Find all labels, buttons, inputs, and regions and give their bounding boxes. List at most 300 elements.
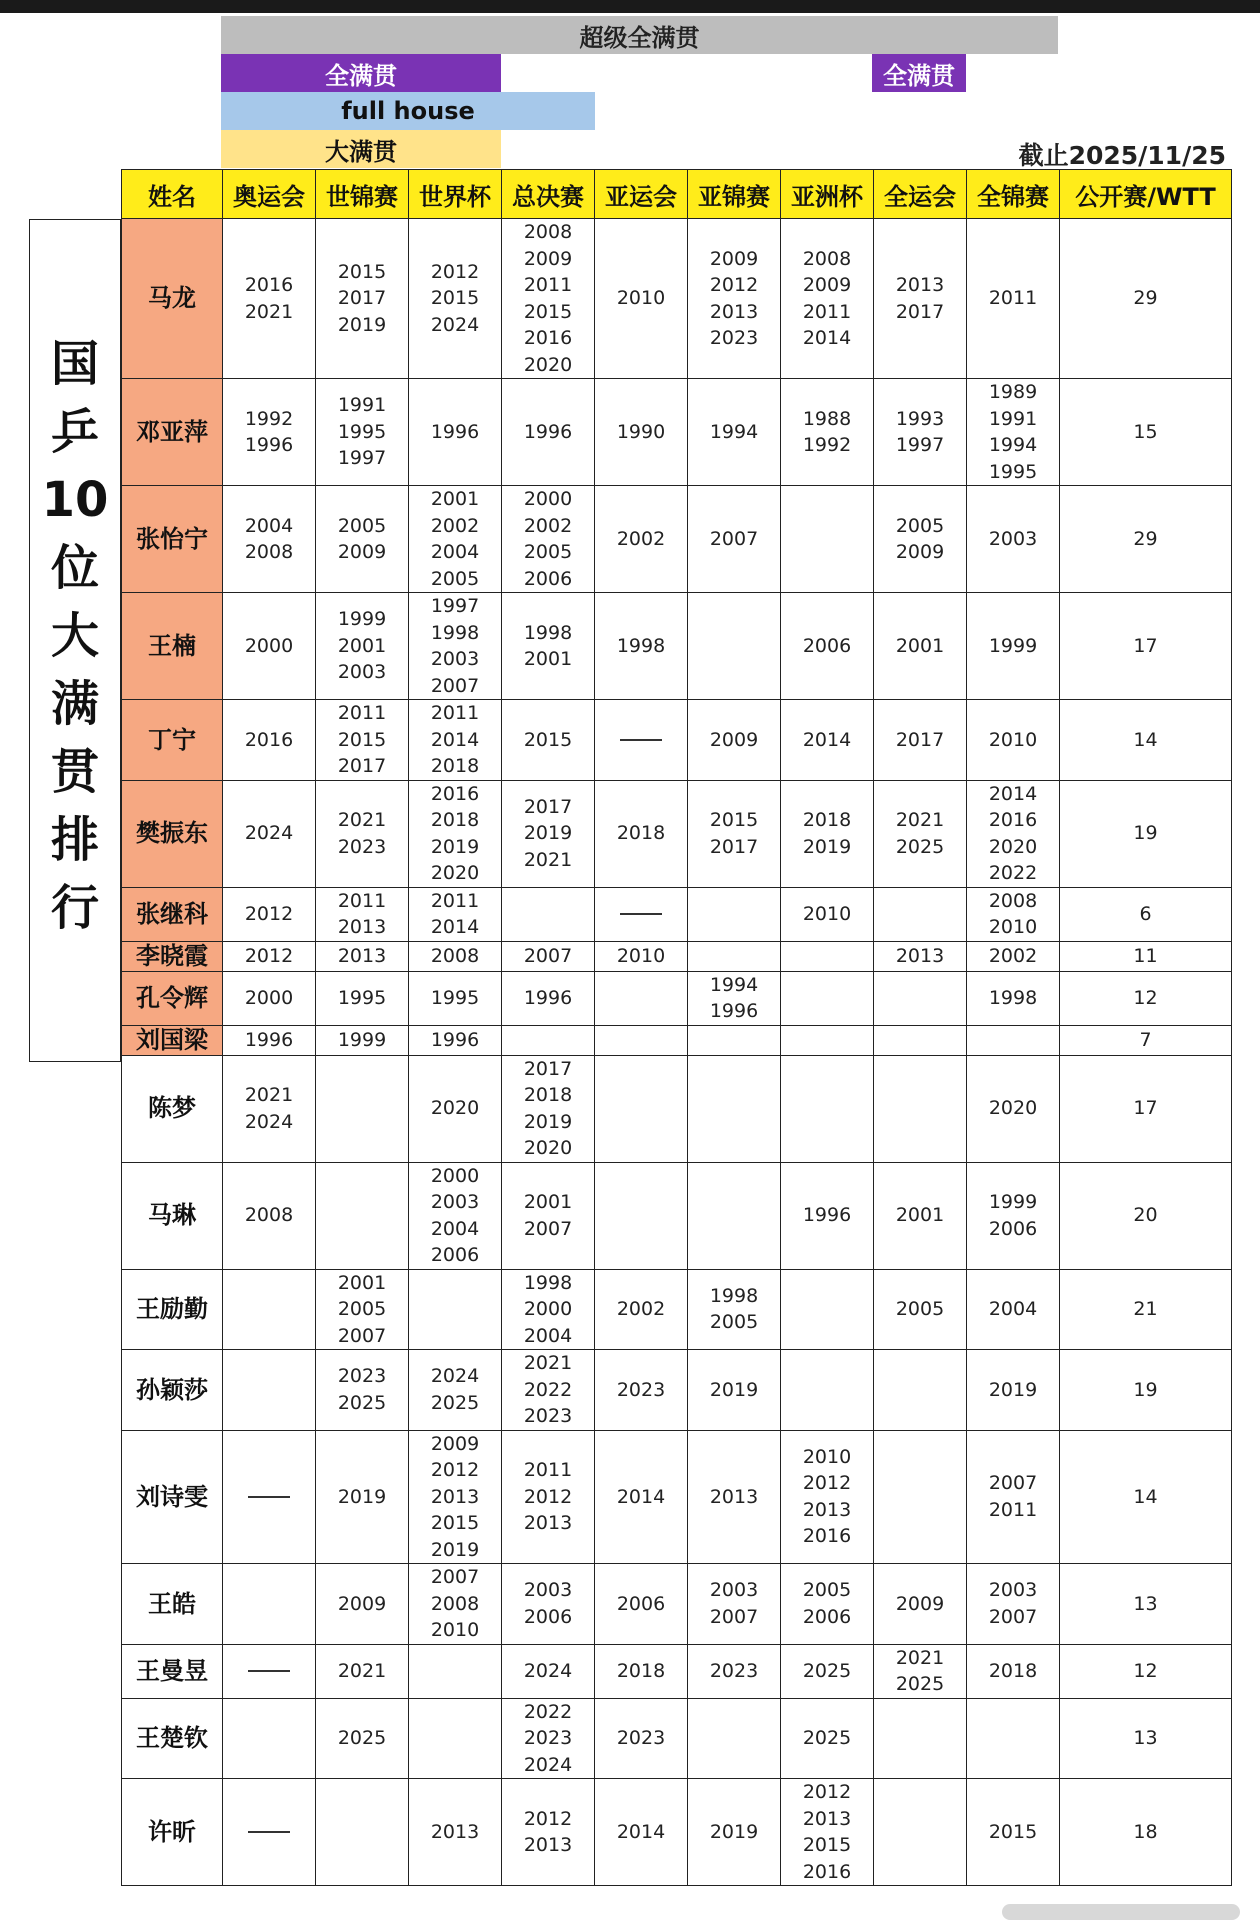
cell-value: 1996 [244, 1028, 294, 1051]
legend-super-grand-slam: 超级全满贯 [221, 16, 1058, 54]
table-cell [967, 219, 1060, 379]
cell-value: 2017 [337, 755, 387, 777]
cell-value: 2013 [802, 1807, 852, 1830]
player-name: 刘国梁 [122, 1025, 223, 1055]
cell-value: 2016 [430, 782, 480, 805]
cell-value: 2016 [802, 1860, 852, 1883]
cell-value: 2013 [337, 916, 387, 938]
table-cell [781, 887, 874, 941]
cell-value: 2021 [523, 1352, 573, 1374]
player-name: 张继科 [122, 887, 223, 941]
table-cell [688, 971, 781, 1025]
cell-value: 2014 [988, 782, 1038, 805]
player-name: 王励勤 [122, 1269, 223, 1350]
column-header: 总决赛 [502, 170, 595, 219]
table-cell [502, 1644, 595, 1698]
player-name: 邓亚萍 [122, 379, 223, 486]
table-cell [595, 379, 688, 486]
table-cell [688, 1269, 781, 1350]
table-cell [223, 1269, 316, 1350]
table-cell [688, 1350, 781, 1431]
cell-value: 2019 [430, 835, 480, 858]
cell-value: 2015 [430, 287, 480, 310]
cell-value: 2009 [337, 1592, 387, 1615]
cell-value: 2021 [337, 809, 387, 831]
cell-value: 2022 [523, 1378, 573, 1401]
table-cell [316, 1564, 409, 1645]
table-cell [223, 1698, 316, 1779]
cell-value: 2022 [988, 862, 1038, 884]
table-cell [595, 780, 688, 887]
table-cell [874, 941, 967, 971]
dash-mark [595, 901, 687, 928]
cell-value: 2023 [709, 327, 759, 349]
table-cell [781, 1269, 874, 1350]
table-cell [1060, 1055, 1232, 1162]
cell-value: 2018 [988, 1659, 1038, 1682]
cell-value: 2013 [430, 1820, 480, 1843]
legend-full-grand-slam: 全满贯 [221, 54, 501, 92]
cell-value: 2011 [430, 702, 480, 724]
table-cell [1060, 700, 1232, 781]
cell-value: 2015 [523, 728, 573, 751]
cell-value: 2013 [895, 944, 945, 967]
cell-value: 2017 [709, 835, 759, 858]
player-name: 王曼昱 [122, 1644, 223, 1698]
table-row [122, 971, 1232, 1025]
table-cell [967, 887, 1060, 941]
table-cell [688, 1025, 781, 1055]
cell-value: 12 [1133, 986, 1158, 1009]
cell-value: 2012 [802, 1781, 852, 1803]
table-cell [316, 887, 409, 941]
table-cell [595, 1269, 688, 1350]
table-cell [874, 887, 967, 941]
table-cell [223, 1644, 316, 1698]
cell-value: 1996 [430, 420, 480, 443]
cell-value: 2007 [337, 1324, 387, 1347]
cell-value: 2021 [244, 1084, 294, 1106]
table-cell [316, 780, 409, 887]
header-row [122, 170, 1232, 219]
cell-value: 2006 [802, 634, 852, 657]
table-cell [874, 1269, 967, 1350]
table-row [122, 1055, 1232, 1162]
table-cell [781, 219, 874, 379]
table-cell [502, 593, 595, 700]
table-cell [781, 941, 874, 971]
cell-value: 2002 [523, 514, 573, 537]
cell-value: 1995 [430, 986, 480, 1009]
table-cell [409, 1430, 502, 1564]
table-cell [502, 700, 595, 781]
table-cell [223, 219, 316, 379]
cell-value: 2015 [709, 809, 759, 831]
cell-value: 2004 [244, 514, 294, 537]
cell-value: 2013 [523, 1834, 573, 1856]
table-cell [595, 941, 688, 971]
cell-value: 15 [1133, 420, 1158, 443]
cell-value: 1997 [895, 434, 945, 456]
cell-value: 11 [1133, 944, 1158, 967]
cell-value: 2019 [430, 1538, 480, 1561]
table-cell [409, 379, 502, 486]
table-cell [316, 1644, 409, 1698]
cell-value: 2023 [337, 835, 387, 858]
column-header: 奥运会 [223, 170, 316, 219]
table-cell [595, 1055, 688, 1162]
side-title-char: 大 [50, 608, 99, 664]
cell-value: 19 [1133, 822, 1158, 845]
table-cell [595, 1698, 688, 1779]
cell-value: 29 [1133, 287, 1158, 310]
cell-value: 2017 [895, 300, 945, 323]
cell-value: 2005 [802, 1579, 852, 1602]
cell-value: 2012 [709, 274, 759, 296]
cell-value: 2020 [430, 862, 480, 884]
cell-value: 2019 [988, 1378, 1038, 1401]
table-cell [688, 486, 781, 593]
cell-value: 2024 [523, 1659, 573, 1682]
cell-value: 2002 [616, 527, 666, 550]
table-cell [1060, 379, 1232, 486]
table-cell [967, 1779, 1060, 1886]
cell-value: 2024 [430, 313, 480, 336]
cell-value: 2007 [709, 527, 759, 550]
player-name: 许昕 [122, 1779, 223, 1886]
cell-value: 2019 [523, 1110, 573, 1133]
table-cell [316, 700, 409, 781]
table-cell [223, 971, 316, 1025]
cell-value: 1995 [337, 986, 387, 1009]
cell-value: 2000 [244, 986, 294, 1009]
cell-value: 1996 [802, 1204, 852, 1227]
cell-value: 2017 [523, 795, 573, 818]
cell-value: 2009 [337, 541, 387, 563]
cell-value: 2017 [337, 287, 387, 310]
table-cell [316, 1055, 409, 1162]
cell-value: 2011 [337, 889, 387, 912]
cell-value: 2013 [709, 300, 759, 323]
side-title-char: 国 [50, 336, 99, 392]
dash-mark [223, 1658, 315, 1685]
table-cell [595, 700, 688, 781]
table-cell [502, 486, 595, 593]
cell-value: 2000 [523, 488, 573, 510]
dash-mark [223, 1819, 315, 1846]
cell-value: 2006 [802, 1605, 852, 1628]
table-cell [502, 887, 595, 941]
cell-value: 2007 [988, 1605, 1038, 1628]
table-cell [1060, 1269, 1232, 1350]
table-cell [316, 1025, 409, 1055]
table-cell [781, 1779, 874, 1886]
table-cell [874, 1055, 967, 1162]
cell-value: 7 [1139, 1028, 1152, 1051]
column-header: 亚洲杯 [781, 170, 874, 219]
table-row [122, 700, 1232, 781]
player-name: 刘诗雯 [122, 1430, 223, 1564]
table-cell [688, 1779, 781, 1886]
cell-value: 2019 [709, 1820, 759, 1843]
cell-value: 2002 [988, 944, 1038, 967]
table-cell [409, 1644, 502, 1698]
cell-value: 2010 [802, 1445, 852, 1468]
cell-value: 2017 [523, 1057, 573, 1080]
cell-value: 2009 [709, 247, 759, 270]
cell-value: 2018 [616, 822, 666, 845]
table-cell [1060, 1779, 1232, 1886]
table-cell [967, 971, 1060, 1025]
cell-value: 2012 [430, 1459, 480, 1481]
side-title-char: 10 [41, 472, 109, 528]
table-cell [409, 941, 502, 971]
cell-value: 2013 [523, 1512, 573, 1534]
table-cell [409, 486, 502, 593]
table-cell [502, 971, 595, 1025]
cell-value: 2017 [895, 728, 945, 751]
cell-value: 17 [1133, 634, 1158, 657]
table-row [122, 780, 1232, 887]
cell-value: 1996 [709, 1000, 759, 1022]
cell-value: 1994 [709, 420, 759, 443]
table-cell [967, 941, 1060, 971]
table-cell [1060, 486, 1232, 593]
cell-value: 2004 [430, 541, 480, 563]
cell-value: 2001 [337, 634, 387, 657]
cell-value: 2008 [430, 944, 480, 967]
cell-value: 2016 [523, 327, 573, 349]
player-name: 王楠 [122, 593, 223, 700]
cell-value: 2003 [988, 527, 1038, 550]
table-cell [688, 379, 781, 486]
cell-value: 2023 [709, 1659, 759, 1682]
table-cell [409, 593, 502, 700]
cell-value: 2006 [988, 1217, 1038, 1240]
cell-value: 2012 [523, 1807, 573, 1830]
dash-line [620, 913, 662, 915]
table-cell [223, 1564, 316, 1645]
table-cell [967, 486, 1060, 593]
cell-value: 2006 [616, 1592, 666, 1615]
table-cell [967, 1644, 1060, 1698]
legend-full-house: full house [221, 92, 595, 130]
cell-value: 1998 [616, 634, 666, 657]
table-cell [409, 971, 502, 1025]
table-cell [316, 1430, 409, 1564]
table-cell [874, 1779, 967, 1886]
player-name: 马琳 [122, 1162, 223, 1269]
cell-value: 2008 [988, 889, 1038, 912]
table-cell [1060, 1350, 1232, 1431]
cell-value: 1988 [802, 407, 852, 430]
table-cell [1060, 887, 1232, 941]
table-cell [688, 1698, 781, 1779]
column-header: 世锦赛 [316, 170, 409, 219]
cell-value: 21 [1133, 1298, 1158, 1320]
cell-value: 2020 [523, 353, 573, 376]
table-cell [316, 1698, 409, 1779]
cell-value: 2021 [895, 1646, 945, 1669]
player-name: 孔令辉 [122, 971, 223, 1025]
cell-value: 1998 [988, 986, 1038, 1009]
table-cell [409, 1025, 502, 1055]
cell-value: 1999 [337, 1028, 387, 1051]
table-cell [595, 1162, 688, 1269]
cell-value: 1999 [988, 634, 1038, 657]
table-cell [874, 971, 967, 1025]
table-cell [409, 887, 502, 941]
cell-value: 2006 [523, 1605, 573, 1628]
table-cell [967, 1350, 1060, 1431]
cell-value: 1992 [244, 407, 294, 430]
table-cell [409, 1564, 502, 1645]
cell-value: 2019 [709, 1378, 759, 1401]
cell-value: 1995 [988, 460, 1038, 483]
table-cell [316, 1162, 409, 1269]
cell-value: 2011 [523, 274, 573, 296]
table-cell [595, 887, 688, 941]
cell-value: 2000 [244, 634, 294, 657]
cell-value: 2003 [988, 1579, 1038, 1602]
table-cell [874, 1698, 967, 1779]
dash-line [248, 1831, 290, 1833]
table-cell [781, 593, 874, 700]
table-cell [595, 486, 688, 593]
table-cell [409, 700, 502, 781]
table-row [122, 379, 1232, 486]
cell-value: 2003 [430, 648, 480, 670]
table-row [122, 1269, 1232, 1350]
cell-value: 2014 [430, 916, 480, 938]
table-cell [781, 379, 874, 486]
side-title-char: 行 [50, 880, 99, 936]
cell-value: 2014 [616, 1485, 666, 1508]
table-row [122, 1779, 1232, 1886]
cell-value: 1991 [337, 394, 387, 417]
table-cell [316, 486, 409, 593]
cell-value: 2007 [430, 674, 480, 697]
cell-value: 2021 [244, 300, 294, 323]
player-name: 丁宁 [122, 700, 223, 781]
table-cell [223, 1055, 316, 1162]
cell-value: 1997 [430, 595, 480, 617]
cell-value: 2011 [802, 300, 852, 323]
table-cell [223, 486, 316, 593]
table-cell [874, 1644, 967, 1698]
table-cell [223, 1025, 316, 1055]
table-row [122, 593, 1232, 700]
cell-value: 2001 [523, 648, 573, 670]
cell-value: 2021 [337, 1659, 387, 1682]
table-cell [316, 593, 409, 700]
cell-value: 1993 [895, 407, 945, 430]
table-cell [502, 1430, 595, 1564]
table-cell [316, 379, 409, 486]
table-cell [223, 379, 316, 486]
table-cell [223, 780, 316, 887]
watermark [1002, 1904, 1240, 1920]
table-cell [781, 486, 874, 593]
cell-value: 1998 [709, 1284, 759, 1307]
table-cell [223, 700, 316, 781]
side-title-char: 位 [50, 540, 99, 596]
cell-value: 2012 [244, 944, 294, 967]
cell-value: 2006 [430, 1244, 480, 1266]
cell-value: 2010 [988, 916, 1038, 938]
table-cell [1060, 1025, 1232, 1055]
table-cell [688, 1430, 781, 1564]
cell-value: 1994 [988, 434, 1038, 456]
cell-value: 2024 [244, 822, 294, 845]
cell-value: 2019 [802, 835, 852, 858]
cell-value: 2009 [895, 1592, 945, 1615]
cell-value: 2013 [337, 944, 387, 967]
table-cell [502, 1564, 595, 1645]
cell-value: 2023 [523, 1727, 573, 1749]
cell-value: 2005 [895, 1298, 945, 1320]
table-row [122, 887, 1232, 941]
cell-value: 2024 [523, 1753, 573, 1776]
cell-value: 2022 [523, 1700, 573, 1723]
column-header: 亚锦赛 [688, 170, 781, 219]
table-cell [595, 971, 688, 1025]
table-cell [1060, 1698, 1232, 1779]
legend-grand-slam: 大满贯 [221, 130, 501, 168]
table-cell [781, 780, 874, 887]
cell-value: 12 [1133, 1659, 1158, 1682]
cell-value: 17 [1133, 1097, 1158, 1120]
cell-value: 1989 [988, 381, 1038, 403]
table-cell [409, 1350, 502, 1431]
cell-value: 1996 [523, 420, 573, 443]
cell-value: 2006 [523, 567, 573, 590]
cell-value: 14 [1133, 1485, 1158, 1508]
table-cell [223, 1430, 316, 1564]
cell-value: 1990 [616, 420, 666, 443]
cell-value: 2013 [802, 1498, 852, 1521]
cell-value: 2015 [523, 300, 573, 323]
column-header: 亚运会 [595, 170, 688, 219]
table-cell [502, 1350, 595, 1431]
table-cell [781, 1162, 874, 1269]
cell-value: 2016 [244, 274, 294, 296]
cell-value: 2003 [523, 1579, 573, 1602]
table-cell [316, 971, 409, 1025]
cell-value: 2021 [895, 809, 945, 831]
cell-value: 2015 [430, 1512, 480, 1534]
table-cell [409, 1269, 502, 1350]
cell-value: 2013 [430, 1485, 480, 1508]
cell-value: 2019 [337, 313, 387, 336]
cell-value: 2014 [616, 1820, 666, 1843]
column-header: 公开赛/WTT [1060, 170, 1232, 219]
table-cell [1060, 1564, 1232, 1645]
player-name: 张怡宁 [122, 486, 223, 593]
cell-value: 2000 [430, 1164, 480, 1187]
cell-value: 2010 [616, 287, 666, 310]
table-cell [595, 1644, 688, 1698]
cell-value: 2007 [988, 1472, 1038, 1495]
cell-value: 2010 [430, 1619, 480, 1641]
cell-value: 2012 [523, 1485, 573, 1508]
table-cell [1060, 780, 1232, 887]
cell-value: 2004 [988, 1298, 1038, 1320]
cell-value: 2004 [523, 1324, 573, 1347]
cell-value: 2011 [988, 1498, 1038, 1521]
cell-value: 2002 [616, 1298, 666, 1320]
cell-value: 2011 [430, 889, 480, 912]
